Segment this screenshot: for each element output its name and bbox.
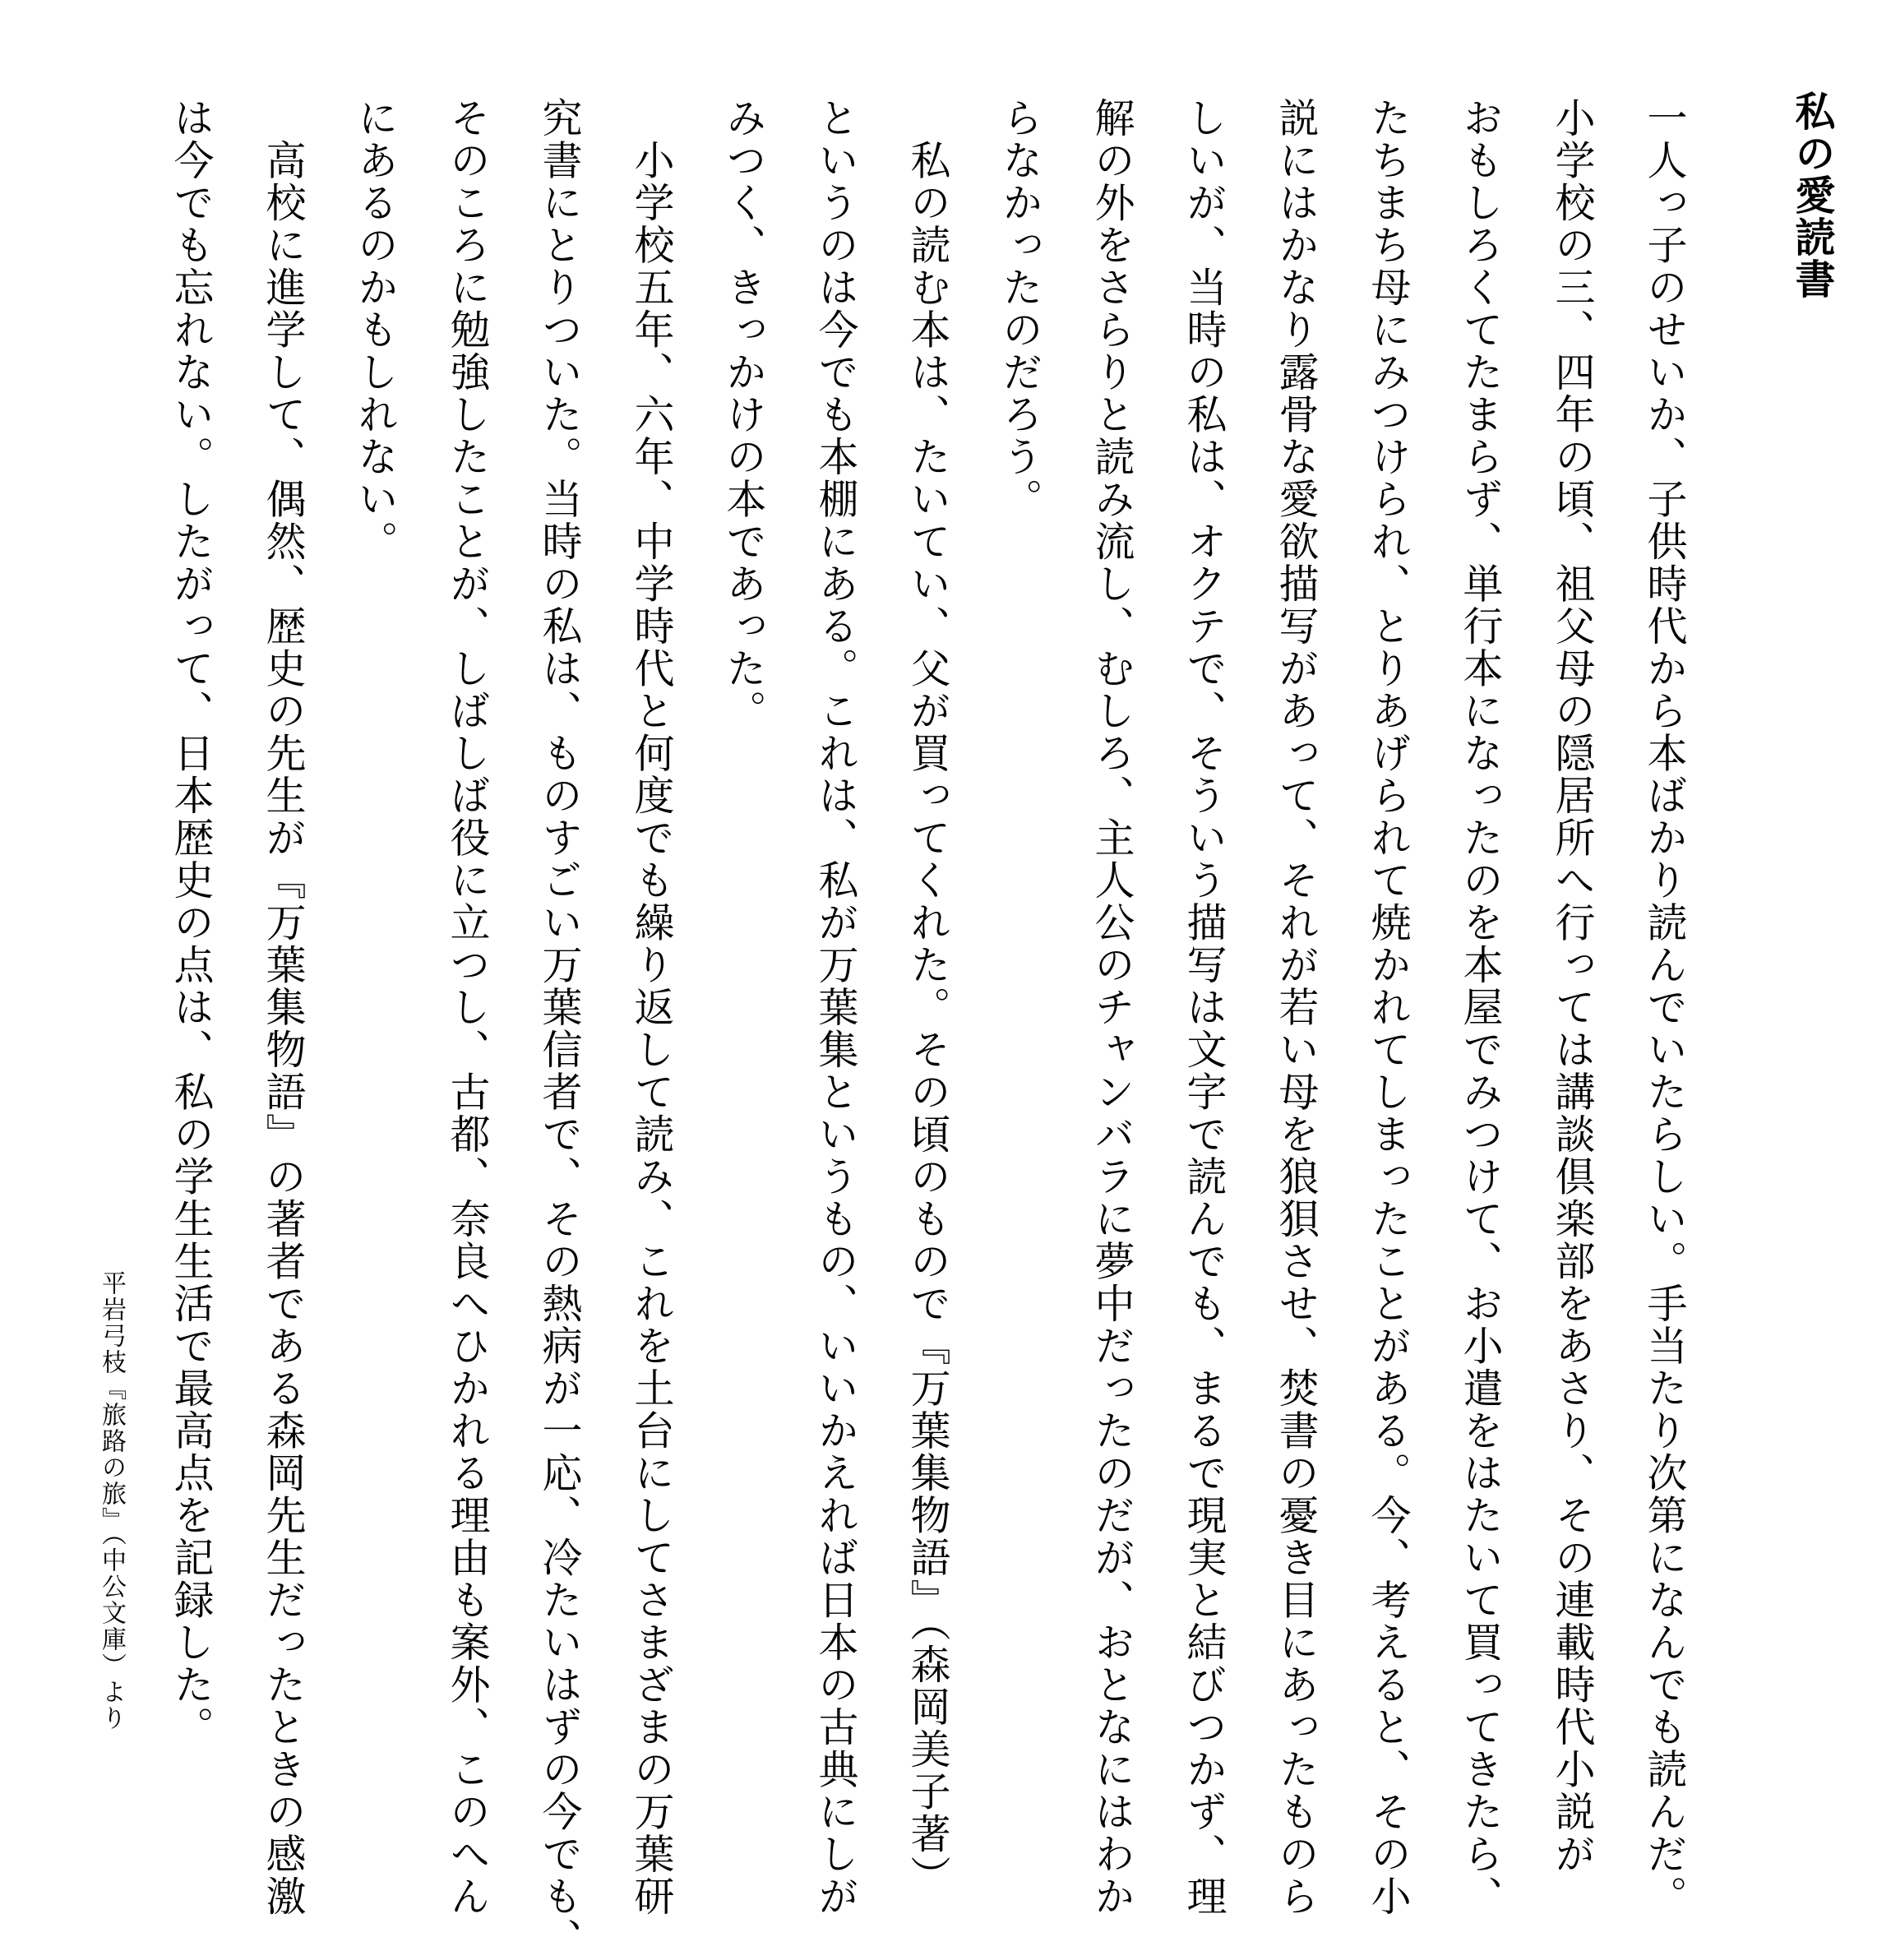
text-line-7: 解の外をさらりと読み流し、むしろ、主人公のチャンバラに夢中だったのだが、おとなにはわか bbox=[1089, 97, 1135, 1918]
source-citation: 平岩弓枝『旅路の旅』（中公文庫）より bbox=[97, 1270, 126, 1731]
text-line-15: にあるのかもしれない。 bbox=[352, 97, 399, 563]
text-line-8: らなかったのだろう。 bbox=[996, 97, 1043, 520]
text-line-6: しいが、当時の私は、オクテで、そういう描写は文字で読んでも、まるで現実と結びつかず、理 bbox=[1181, 97, 1228, 1918]
text-line-10: というのは今でも本棚にある。これは、私が万葉集というもの、いいかえれば日本の古典にしが bbox=[812, 97, 859, 1918]
text-line-12: 小学校五年、六年、中学時代と何度でも繰り返して読み、これを土台にしてさまざまの万葉研 bbox=[628, 97, 675, 1918]
text-line-17: は今でも忘れない。したがって、日本歴史の点は、私の学生生活で最高点を記録した。 bbox=[168, 97, 215, 1749]
text-line-16: 高校に進学して、偶然、歴史の先生が『万葉集物語』の著者である森岡先生だったときの感激 bbox=[260, 97, 307, 1918]
text-line-11: みつく、きっかけの本であった。 bbox=[720, 97, 767, 733]
text-line-3: おもしろくてたまらず、単行本になったのを本屋でみつけて、お小遣をはたいて買ってきたら、 bbox=[1457, 97, 1504, 1918]
text-line-1: 一人っ子のせいか、子供時代から本ばかり読んでいたらしい。手当たり次第になんでも読んだ。 bbox=[1641, 97, 1688, 1918]
text-line-13: 究書にとりついた。当時の私は、ものすごい万葉信者で、その熱病が一応、冷たいはずの今でも、 bbox=[536, 97, 583, 1960]
text-line-14: そのころに勉強したことが、しばしば役に立つし、古都、奈良へひかれる理由も案外、このへん bbox=[444, 97, 491, 1918]
document-title: 私の愛読書 bbox=[1789, 90, 1837, 300]
text-line-2: 小学校の三、四年の頃、祖父母の隠居所へ行っては講談倶楽部をあさり、その連載時代小説が bbox=[1549, 97, 1596, 1875]
text-line-9: 私の読む本は、たいてい、父が買ってくれた。その頃のもので『万葉集物語』（森岡美子著） bbox=[904, 97, 951, 1898]
text-line-4: たちまち母にみつけられ、とりあげられて焼かれてしまったことがある。今、考えると、その小 bbox=[1365, 97, 1412, 1918]
text-line-5: 説にはかなり露骨な愛欲描写があって、それが若い母を狼狽させ、焚書の憂き目にあったものら bbox=[1273, 97, 1320, 1918]
